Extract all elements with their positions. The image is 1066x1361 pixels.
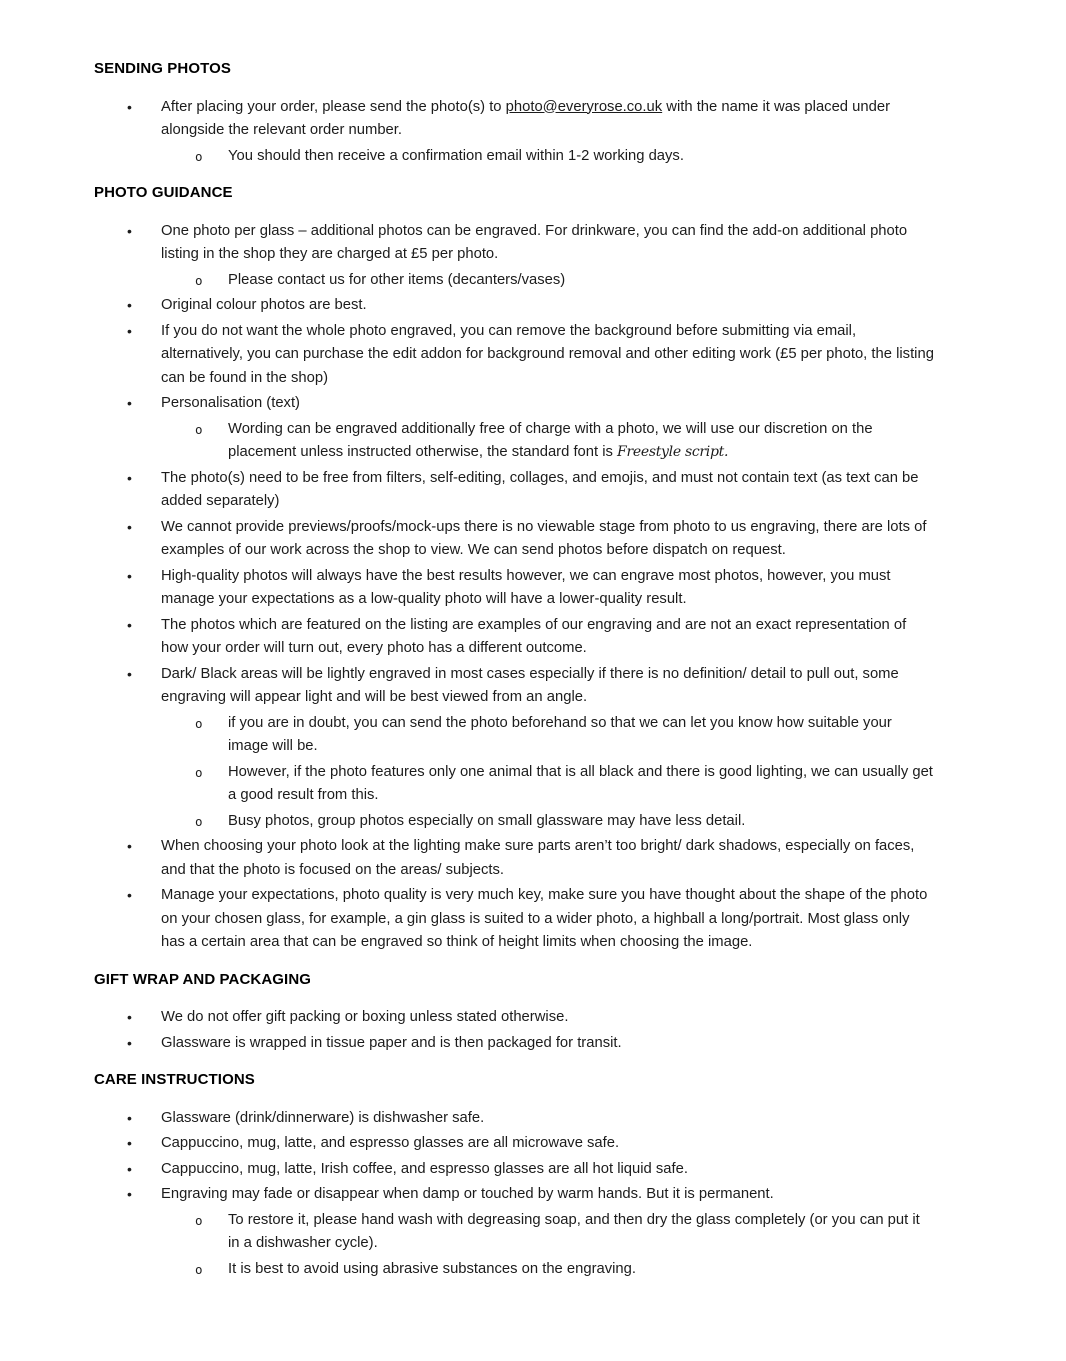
disc-bullet-icon: • <box>127 838 132 854</box>
sub-bullet-item <box>94 145 934 169</box>
text-segment: However, if the photo features only one animal that is all black and there is good lighting, we can usually get a good result from this. <box>228 763 933 803</box>
section-heading: SENDING PHOTOS <box>94 60 231 77</box>
disc-bullet-icon: • <box>127 1009 132 1025</box>
text-segment: Manage your expectations, photo quality is very much key, make sure you have thought about the shape of the photo on your chosen glass, for example, a gin glass is suited to a wider photo, a highball a long/portrait. Most glass only has a certain area that can be engraved so think of height limits when choosing the image. <box>161 887 928 950</box>
bullet-item <box>94 392 934 416</box>
sub-bullet-item <box>94 1258 934 1282</box>
text-segment: Glassware (drink/dinnerware) is dishwasher safe. <box>161 1109 485 1126</box>
disc-bullet-icon: • <box>127 887 132 903</box>
bullet-item <box>94 1107 934 1131</box>
item-text <box>161 395 300 411</box>
item-text <box>161 1009 568 1025</box>
disc-bullet-icon: • <box>127 1135 132 1151</box>
item-text <box>228 764 933 804</box>
text-segment: We cannot provide previews/proofs/mock-ups there is no viewable stage from photo to us engraving, there are lots of examples of our work across the shop to view. We can send photos before dispatch on request. <box>161 518 927 558</box>
text-segment: Personalisation (text) <box>161 395 300 411</box>
bullet-item <box>94 1158 934 1182</box>
text-segment: if you are in doubt, you can send the photo beforehand so that we can let you know how suitable your image will be. <box>228 714 892 754</box>
bullet-list <box>94 1107 934 1282</box>
item-text <box>161 568 891 608</box>
item-text <box>161 1186 774 1202</box>
text-segment: Cappuccino, mug, latte, Irish coffee, and espresso glasses are all hot liquid safe. <box>161 1160 688 1177</box>
disc-bullet-icon: • <box>127 1186 132 1202</box>
item-text <box>161 666 899 706</box>
item-text <box>228 715 892 755</box>
text-segment: When choosing your photo look at the lighting make sure parts aren’t too bright/ dark shadows, especially on faces, and that the photo is focused on the areas/ subjects. <box>161 838 915 878</box>
text-segment: Dark/ Black areas will be lightly engraved in most cases especially if there is no definition/ detail to pull out, some engraving will appear light and will be best viewed from an angle. <box>161 665 899 705</box>
disc-bullet-icon: • <box>127 469 132 486</box>
item-text <box>228 421 873 461</box>
bullet-item <box>94 1032 934 1056</box>
bullet-item <box>94 516 934 563</box>
text-segment: One photo per glass – additional photos can be engraved. For drinkware, you can find the add-on additional photo listing in the shop they are charged at £5 per photo. <box>161 222 908 262</box>
disc-bullet-icon: • <box>127 1034 132 1051</box>
sub-bullet-item <box>94 418 934 465</box>
disc-bullet-icon: • <box>127 1160 132 1177</box>
text-segment: If you do not want the whole photo engraved, you can remove the background before submitting via email, alternatively, you can purchase the edit addon for background removal and other editing work (£5 per photo, the listing can be found in the shop) <box>161 322 934 386</box>
text-segment: Busy photos, group photos especially on small glassware may have less detail. <box>228 812 746 829</box>
text-segment: The photos which are featured on the listing are examples of our engraving and are not an exact representation of how your order will turn out, every photo has a different outcome. <box>161 616 907 656</box>
text-segment: High-quality photos will always have the best results however, we can engrave most photos, however, you must manage your expectations as a low-quality photo will have a lower-quality result. <box>161 567 891 607</box>
text-segment: It is best to avoid using abrasive substances on the engraving. <box>228 1260 636 1277</box>
sub-bullet-item <box>94 810 934 834</box>
bullet-item <box>94 565 934 612</box>
item-text <box>161 1135 619 1151</box>
sub-bullet-item <box>94 1209 934 1256</box>
item-text <box>161 617 906 657</box>
bullet-item <box>94 467 934 514</box>
disc-bullet-icon: • <box>127 322 132 339</box>
item-text <box>161 519 926 559</box>
text-segment: Glassware is wrapped in tissue paper and is then packaged for transit. <box>161 1034 622 1051</box>
item-text <box>161 1110 484 1126</box>
circle-bullet-icon: o <box>195 421 203 437</box>
item-text <box>161 1035 622 1051</box>
script-font-sample: Freestyle script. <box>617 444 729 460</box>
sub-bullet-item <box>94 761 934 808</box>
text-segment: To restore it, please hand wash with degreasing soap, and then dry the glass completely (or you can put it in a dishwasher cycle). <box>228 1211 920 1251</box>
circle-bullet-icon: o <box>195 1212 203 1228</box>
item-text <box>161 470 919 510</box>
item-text <box>228 1212 920 1252</box>
text-segment: Engraving may fade or disappear when damp or touched by warm hands. But it is permanent. <box>161 1186 774 1202</box>
bullet-item <box>94 1006 934 1030</box>
item-text <box>161 99 890 139</box>
bullet-item <box>94 1132 934 1156</box>
circle-bullet-icon: o <box>195 272 203 288</box>
item-text <box>228 148 684 164</box>
disc-bullet-icon: • <box>127 98 132 115</box>
bullet-item <box>94 1183 934 1207</box>
bullet-item <box>94 835 934 882</box>
text-segment: You should then receive a confirmation email within 1-2 working days. <box>228 147 684 164</box>
bullet-list <box>94 1006 934 1055</box>
item-text <box>161 223 907 263</box>
item-text <box>161 297 367 313</box>
disc-bullet-icon: • <box>127 567 132 584</box>
sub-bullet-item <box>94 712 934 759</box>
section-heading: GIFT WRAP AND PACKAGING <box>94 970 312 988</box>
bullet-list <box>94 96 934 169</box>
disc-bullet-icon: • <box>127 222 132 239</box>
disc-bullet-icon: • <box>127 616 132 633</box>
item-text <box>161 1161 688 1177</box>
bullet-item <box>94 884 934 955</box>
disc-bullet-icon: • <box>127 518 132 535</box>
text-segment: Cappuccino, mug, latte, and espresso glasses are all microwave safe. <box>161 1135 620 1151</box>
bullet-list <box>94 220 934 955</box>
text-segment: The photo(s) need to be free from filters, self-editing, collages, and emojis, and must not contain text (as text can be added separately) <box>161 469 919 509</box>
item-text <box>161 887 927 950</box>
disc-bullet-icon: • <box>127 395 132 411</box>
disc-bullet-icon: • <box>127 297 132 313</box>
sub-bullet-item <box>94 269 934 293</box>
bullet-item <box>94 320 934 391</box>
bullet-item <box>94 614 934 661</box>
section-heading: CARE INSTRUCTIONS <box>94 1071 255 1088</box>
circle-bullet-icon: o <box>195 1261 203 1277</box>
text-segment: Wording can be engraved additionally free of charge with a photo, we will use our discretion on the placement unless instructed otherwise, the standard font is <box>228 420 873 460</box>
item-text <box>228 1261 636 1277</box>
circle-bullet-icon: o <box>195 148 203 164</box>
section-heading: PHOTO GUIDANCE <box>94 184 233 201</box>
item-text <box>161 838 914 878</box>
text-segment: Please contact us for other items (decanters/vases) <box>228 271 566 288</box>
circle-bullet-icon: o <box>195 715 203 731</box>
circle-bullet-icon: o <box>195 764 203 780</box>
item-text <box>161 323 934 386</box>
bullet-item <box>94 96 934 143</box>
text-segment: with the name it was placed under alongside the relevant order number. <box>161 98 890 138</box>
disc-bullet-icon: • <box>127 665 132 682</box>
disc-bullet-icon: • <box>127 1109 132 1126</box>
text-segment: After placing your order, please send the photo(s) to <box>161 98 506 115</box>
email-link[interactable]: photo@everyrose.co.uk <box>505 98 663 115</box>
text-segment: Original colour photos are best. <box>161 297 367 313</box>
bullet-item <box>94 220 934 267</box>
item-text <box>228 813 745 829</box>
circle-bullet-icon: o <box>195 813 203 829</box>
text-segment: We do not offer gift packing or boxing unless stated otherwise. <box>161 1009 569 1025</box>
item-text <box>228 272 565 288</box>
bullet-item <box>94 663 934 710</box>
bullet-item <box>94 294 934 318</box>
